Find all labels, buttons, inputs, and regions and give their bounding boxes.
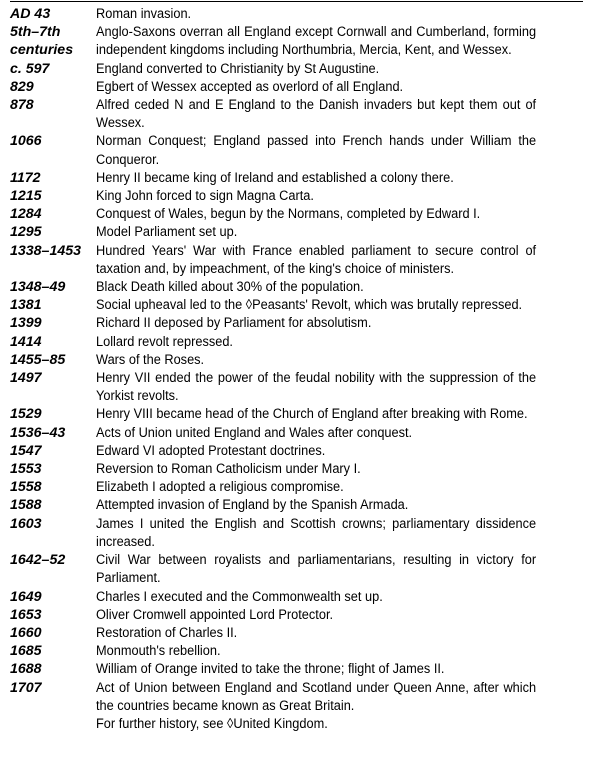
entry-date: 1215 bbox=[10, 188, 42, 205]
timeline-row bbox=[10, 642, 585, 660]
timeline-row bbox=[10, 223, 585, 241]
entry-date: 1553 bbox=[10, 461, 42, 478]
entry-text: James I united the English and Scottish crowns; parliamentary dissidence increased. bbox=[96, 515, 537, 550]
timeline-row bbox=[10, 606, 585, 624]
further-history-note: For further history, see ◊United Kingdom. bbox=[96, 715, 328, 732]
entry-text: Model Parliament set up. bbox=[96, 224, 238, 241]
entry-date: 1588 bbox=[10, 497, 42, 514]
entry-text: Elizabeth I adopted a religious compromise. bbox=[96, 479, 344, 496]
entry-date: 1649 bbox=[10, 588, 42, 605]
timeline-row bbox=[10, 551, 585, 587]
entry-date: 1414 bbox=[10, 333, 42, 350]
entry-text: Conquest of Wales, begun by the Normans, completed by Edward I. bbox=[96, 206, 481, 223]
entry-text: England converted to Christianity by St Augustine. bbox=[96, 60, 380, 77]
entry-date: 1558 bbox=[10, 479, 42, 496]
timeline-row bbox=[10, 169, 585, 187]
entry-text: Alfred ceded N and E England to the Danish invaders but kept them out of Wessex. bbox=[96, 97, 537, 132]
entry-date: c. 597 bbox=[10, 60, 50, 77]
entry-date: 1536–43 bbox=[10, 424, 66, 441]
entry-date: AD 43 bbox=[10, 6, 51, 22]
entry-text: Richard II deposed by Parliament for absolutism. bbox=[96, 315, 372, 332]
timeline-row bbox=[10, 660, 585, 678]
timeline-row bbox=[10, 187, 585, 205]
timeline-row bbox=[10, 351, 585, 369]
entry-date: 1381 bbox=[10, 297, 42, 314]
entry-text: Lollard revolt repressed. bbox=[96, 333, 233, 350]
entry-text: Anglo-Saxons overran all England except Cornwall and Cumberland, forming independent kingdoms including Northumbria, Mercia, Kent, and Wessex. bbox=[96, 24, 537, 59]
timeline-row bbox=[10, 424, 585, 442]
entry-date: 1295 bbox=[10, 224, 42, 241]
entry-date: 878 bbox=[10, 97, 34, 114]
timeline-row bbox=[10, 205, 585, 223]
timeline-row bbox=[10, 496, 585, 514]
entry-text: Black Death killed about 30% of the population. bbox=[96, 279, 364, 296]
entry-text: Social upheaval led to the ◊Peasants' Revolt, which was brutally repressed. bbox=[96, 297, 523, 314]
timeline-row bbox=[10, 588, 585, 606]
entry-date: 1547 bbox=[10, 442, 42, 459]
entry-text: Henry VII ended the power of the feudal nobility with the suppression of the Yorkist revolts. bbox=[96, 370, 537, 405]
entry-date: 1529 bbox=[10, 406, 42, 423]
entry-text: Reversion to Roman Catholicism under Mary I. bbox=[96, 461, 361, 478]
timeline-row bbox=[10, 405, 585, 423]
entry-text: Restoration of Charles II. bbox=[96, 624, 238, 641]
entry-date: 1642–52 bbox=[10, 552, 66, 569]
entry-text: Norman Conquest; England passed into French hands under William the Conqueror. bbox=[96, 133, 537, 168]
timeline-row bbox=[10, 442, 585, 460]
entry-text: William of Orange invited to take the throne; flight of James II. bbox=[96, 661, 445, 678]
timeline-row bbox=[10, 96, 585, 132]
timeline-row bbox=[10, 314, 585, 332]
entry-text: Egbert of Wessex accepted as overlord of all England. bbox=[96, 78, 404, 95]
entry-date: 1685 bbox=[10, 643, 42, 660]
timeline-row bbox=[10, 460, 585, 478]
entry-text: Wars of the Roses. bbox=[96, 351, 205, 368]
entry-date: 1172 bbox=[10, 169, 41, 186]
entry-text: Henry VIII became head of the Church of England after breaking with Rome. bbox=[96, 406, 528, 423]
timeline-row bbox=[10, 60, 585, 78]
entry-text: Attempted invasion of England by the Spanish Armada. bbox=[96, 497, 409, 514]
entry-main-text: Act of Union between England and Scotland under Queen Anne, after which the countries became known as Great Britain. bbox=[96, 679, 537, 714]
top-rule bbox=[10, 1, 583, 2]
timeline-row bbox=[10, 242, 585, 278]
entry-text bbox=[96, 679, 536, 734]
history-timeline bbox=[10, 5, 585, 733]
entry-date: 1660 bbox=[10, 624, 42, 641]
timeline-row bbox=[10, 296, 585, 314]
timeline-row bbox=[10, 78, 585, 96]
entry-text: Edward VI adopted Protestant doctrines. bbox=[96, 442, 326, 459]
timeline-row bbox=[10, 132, 585, 168]
timeline-row bbox=[10, 624, 585, 642]
entry-date: 1338–1453 bbox=[10, 242, 82, 259]
entry-date: 1455–85 bbox=[10, 351, 66, 368]
timeline-row bbox=[10, 333, 585, 351]
entry-date: 1284 bbox=[10, 206, 42, 223]
timeline-row bbox=[10, 278, 585, 296]
timeline-row bbox=[10, 478, 585, 496]
entry-text: Charles I executed and the Commonwealth set up. bbox=[96, 588, 383, 605]
entry-text: Monmouth's rebellion. bbox=[96, 643, 221, 660]
entry-text: Henry II became king of Ireland and established a colony there. bbox=[96, 169, 454, 186]
timeline-row bbox=[10, 5, 585, 23]
entry-date: 1707 bbox=[10, 679, 42, 696]
entry-text: Civil War between royalists and parliamentarians, resulting in victory for Parliament. bbox=[96, 552, 537, 587]
entry-date: 1653 bbox=[10, 606, 42, 623]
entry-text: King John forced to sign Magna Carta. bbox=[96, 188, 314, 205]
timeline-row bbox=[10, 679, 585, 734]
entry-text: Acts of Union united England and Wales after conquest. bbox=[96, 424, 413, 441]
timeline-row bbox=[10, 515, 585, 551]
entry-date: 5th–7th centuries bbox=[10, 24, 74, 59]
entry-date: 1497 bbox=[10, 370, 42, 387]
entry-date: 829 bbox=[10, 78, 34, 95]
entry-date: 1348–49 bbox=[10, 279, 66, 296]
timeline-row bbox=[10, 23, 585, 59]
entry-date: 1399 bbox=[10, 315, 42, 332]
entry-text: Oliver Cromwell appointed Lord Protector. bbox=[96, 606, 334, 623]
entry-date: 1603 bbox=[10, 515, 42, 532]
entry-text: Roman invasion. bbox=[96, 6, 192, 22]
timeline-row bbox=[10, 369, 585, 405]
entry-date: 1688 bbox=[10, 661, 42, 678]
entry-text: Hundred Years' War with France enabled parliament to secure control of taxation and, by impeachment, of the king's choice of ministers. bbox=[96, 242, 537, 277]
entry-date: 1066 bbox=[10, 133, 42, 150]
